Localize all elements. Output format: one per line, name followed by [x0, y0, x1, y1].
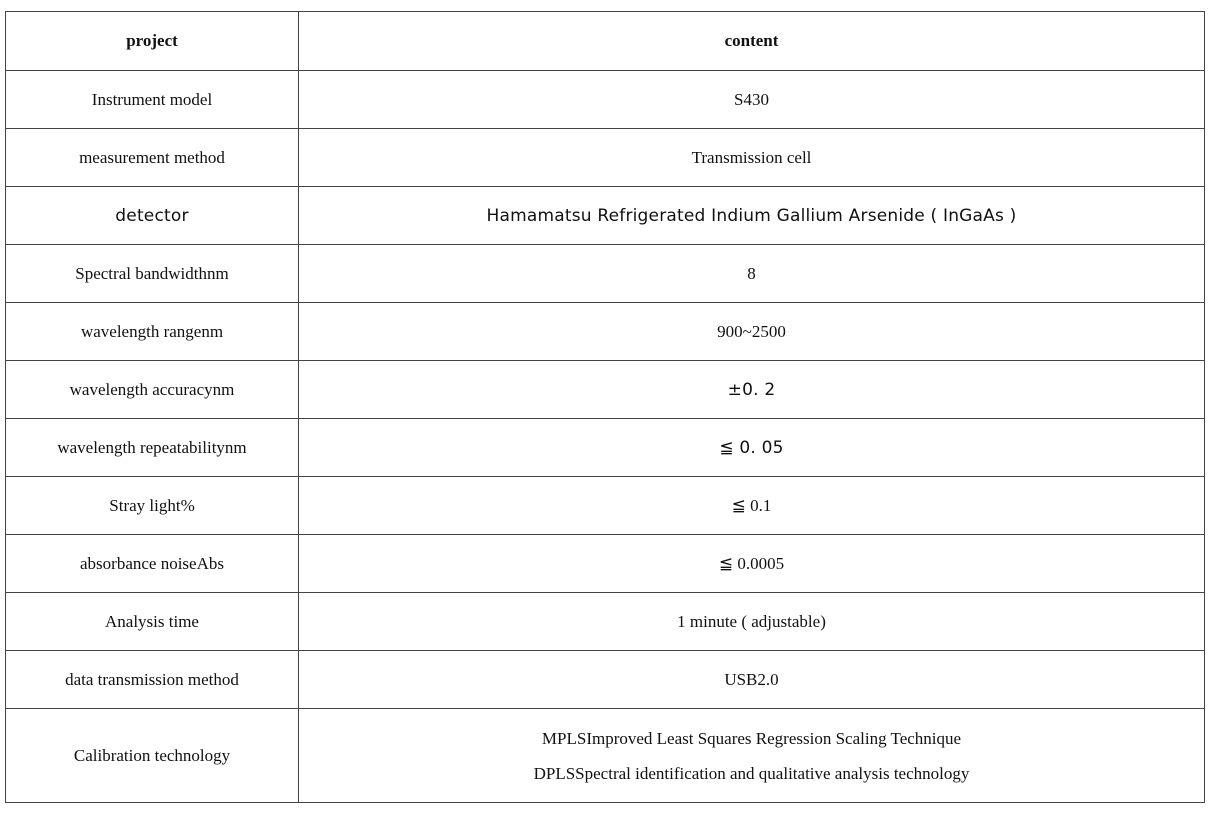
row-value: 900~2500: [299, 303, 1205, 361]
row-value: Transmission cell: [299, 129, 1205, 187]
row-label: wavelength accuracynm: [6, 361, 299, 419]
calibration-line-2: DPLSSpectral identification and qualitative analysis technology: [533, 763, 970, 783]
row-value: [299, 709, 1205, 803]
row-label: detector: [6, 187, 299, 245]
row-value: S430: [299, 71, 1205, 129]
table-row: [6, 245, 1205, 303]
table-row: [6, 419, 1205, 477]
row-label: wavelength rangenm: [6, 303, 299, 361]
table-row: [6, 303, 1205, 361]
table-header-row: [6, 12, 1205, 71]
row-label: data transmission method: [6, 651, 299, 709]
row-value: Hamamatsu Refrigerated Indium Gallium Arsenide ( InGaAs ): [299, 187, 1205, 245]
table-row: [6, 477, 1205, 535]
row-label: absorbance noiseAbs: [6, 535, 299, 593]
row-value: ≦ 0.1: [299, 477, 1205, 535]
row-value: 1 minute ( adjustable): [299, 593, 1205, 651]
row-label: Spectral bandwidthnm: [6, 245, 299, 303]
table-row: [6, 651, 1205, 709]
row-value: ≦ 0. 05: [299, 419, 1205, 477]
column-header-project: project: [6, 12, 299, 71]
row-label: Calibration technology: [6, 709, 299, 803]
row-value: ≦ 0.0005: [299, 535, 1205, 593]
row-label: Analysis time: [6, 593, 299, 651]
row-label: measurement method: [6, 129, 299, 187]
row-label: Instrument model: [6, 71, 299, 129]
column-header-content: content: [299, 12, 1205, 71]
row-value: 8: [299, 245, 1205, 303]
row-value: USB2.0: [299, 651, 1205, 709]
table-row: [6, 709, 1205, 803]
row-value: ±0. 2: [299, 361, 1205, 419]
row-label: Stray light%: [6, 477, 299, 535]
specification-table: [5, 11, 1205, 803]
calibration-line-1: MPLSImproved Least Squares Regression Scaling Technique: [541, 728, 962, 748]
table-row: [6, 361, 1205, 419]
table-row: [6, 71, 1205, 129]
table-row: [6, 187, 1205, 245]
table-row: [6, 129, 1205, 187]
row-label: wavelength repeatabilitynm: [6, 419, 299, 477]
table-row: [6, 535, 1205, 593]
table-row: [6, 593, 1205, 651]
